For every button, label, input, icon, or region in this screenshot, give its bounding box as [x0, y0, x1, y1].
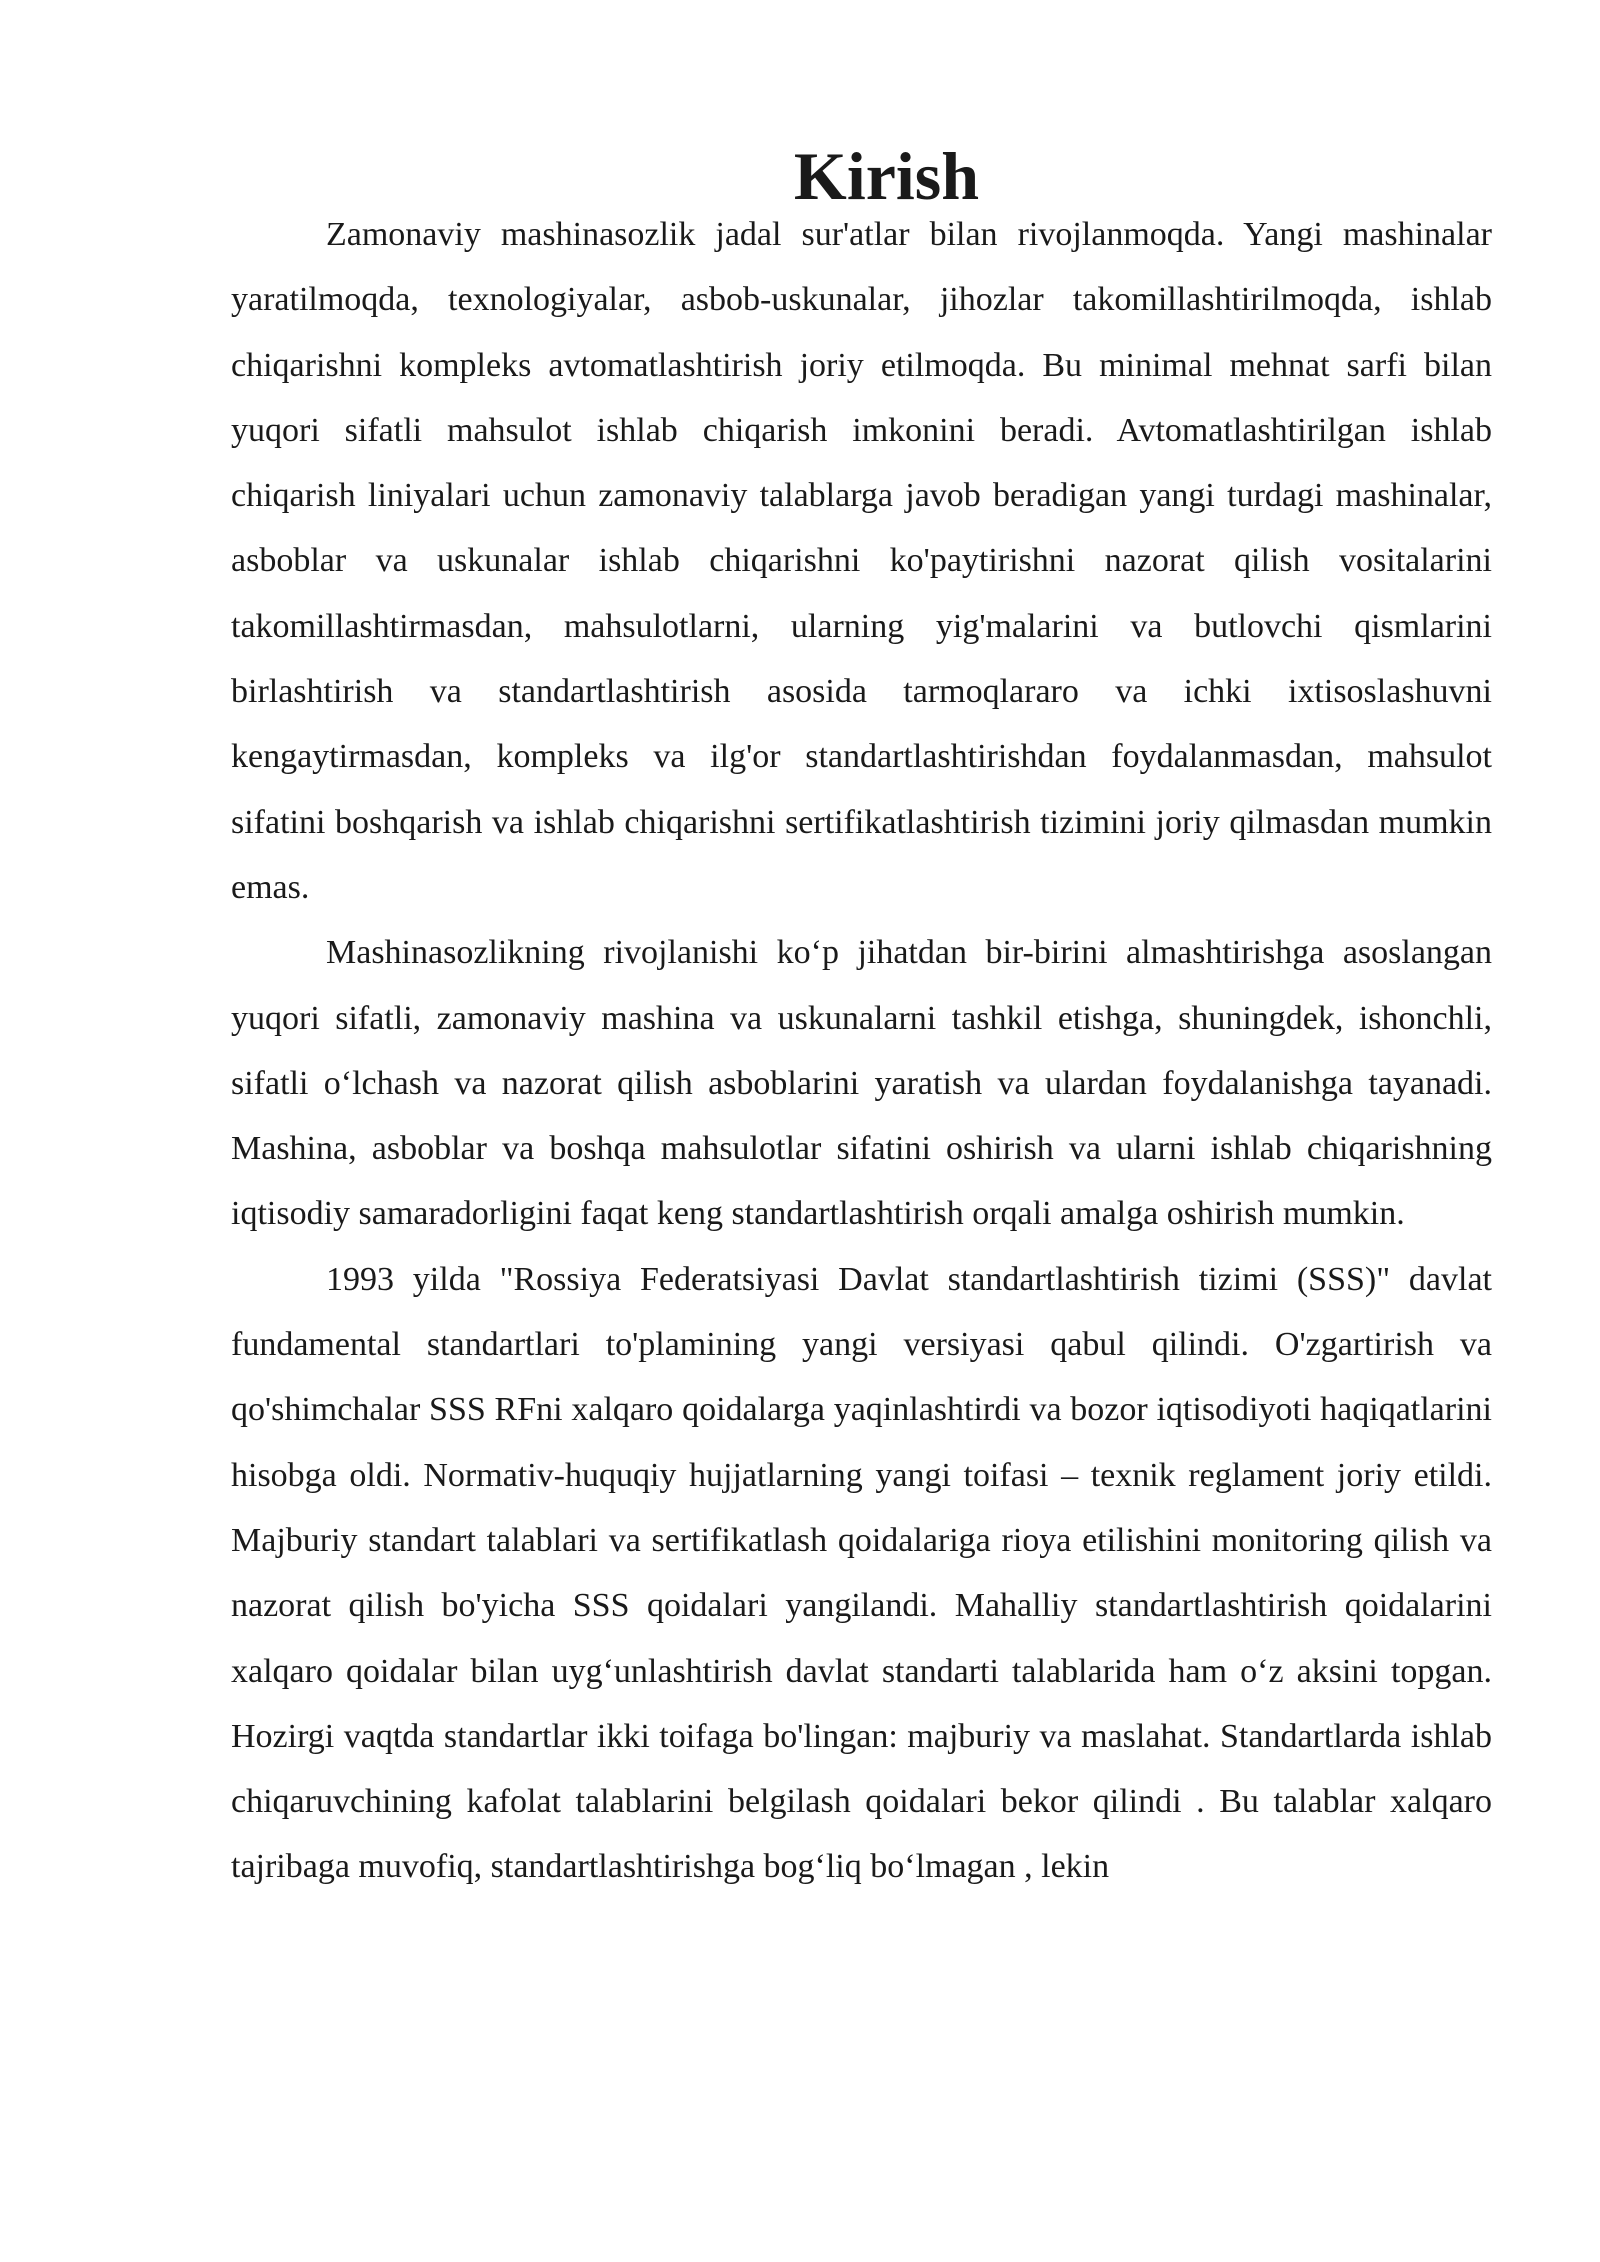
paragraph-3: 1993 yilda "Rossiya Federatsiyasi Davlat standartlashtirish tizimi (SSS)" davlat fundamental standartlari to'plamining yangi versiyasi qabul qilindi. O'zgartirish va qo'shimchalar SSS RFni xalqaro qoidalarga yaqinlashtirdi va bozor iqtisodiyoti haqiqatlarini hisobga oldi. Normativ-huquqiy hujjatlarning yangi toifasi – texnik reglament joriy etildi. Majburiy standart talablari va sertifikatlash qoidalariga rioya etilishini monitoring qilish va nazorat qilish bo'yicha SSS qoidalari yangilandi. Mahalliy standartlashtirish qoidalarini xalqaro qoidalar bilan uyg‘unlashtirish davlat standarti talablarida ham o‘z aksini topgan. Hozirgi vaqtda standartlar ikki toifaga bo'lingan: majburiy va maslahat. Standartlarda ishlab chiqaruvchining kafolat talablarini belgilash qoidalari bekor qilindi . Bu talablar xalqaro tajribaga muvofiq, standartlashtirishga bog‘liq bo‘lmagan , lekin [231, 1260, 1492, 1886]
paragraph-2: Mashinasozlikning rivojlanishi ko‘p jihatdan bir-birini almashtirishga asoslangan yuqori sifatli, zamonaviy mashina va uskunalarni tashkil etishga, shuningdek, ishonchli, sifatli o‘lchash va nazorat qilish asboblarini yaratish va ulardan foydalanishga tayanadi. Mashina, asboblar va boshqa mahsulotlar sifatini oshirish va ularni ishlab chiqarishning iqtisodiy samaradorligini faqat keng standartlashtirish orqali amalga oshirish mumkin. [231, 934, 1492, 1233]
document-page [231, 138, 1492, 1900]
paragraph-1: Zamonaviy mashinasozlik jadal sur'atlar bilan rivojlanmoqda. Yangi mashinalar yaratilmoqda, texnologiyalar, asbob-uskunalar, jihozlar takomillashtirilmoqda, ishlab chiqarishni kompleks avtomatlashtirish joriy etilmoqda. Bu minimal mehnat sarfi bilan yuqori sifatli mahsulot ishlab chiqarish imkonini beradi. Avtomatlashtirilgan ishlab chiqarish liniyalari uchun zamonaviy talablarga javob beradigan yangi turdagi mashinalar, asboblar va uskunalar ishlab chiqarishni ko'paytirishni nazorat qilish vositalarini takomillashtirmasdan, mahsulotlarni, ularning yig'malarini va butlovchi qismlarini birlashtirish va standartlashtirish asosida tarmoqlararo va ichki ixtisoslashuvni kengaytirmasdan, kompleks va ilg'or standartlashtirishdan foydalanmasdan, mahsulot sifatini boshqarish va ishlab chiqarishni sertifikatlashtirish tizimini joriy qilmasdan mumkin emas. [231, 216, 1492, 906]
document-title: Kirish [793, 138, 980, 214]
